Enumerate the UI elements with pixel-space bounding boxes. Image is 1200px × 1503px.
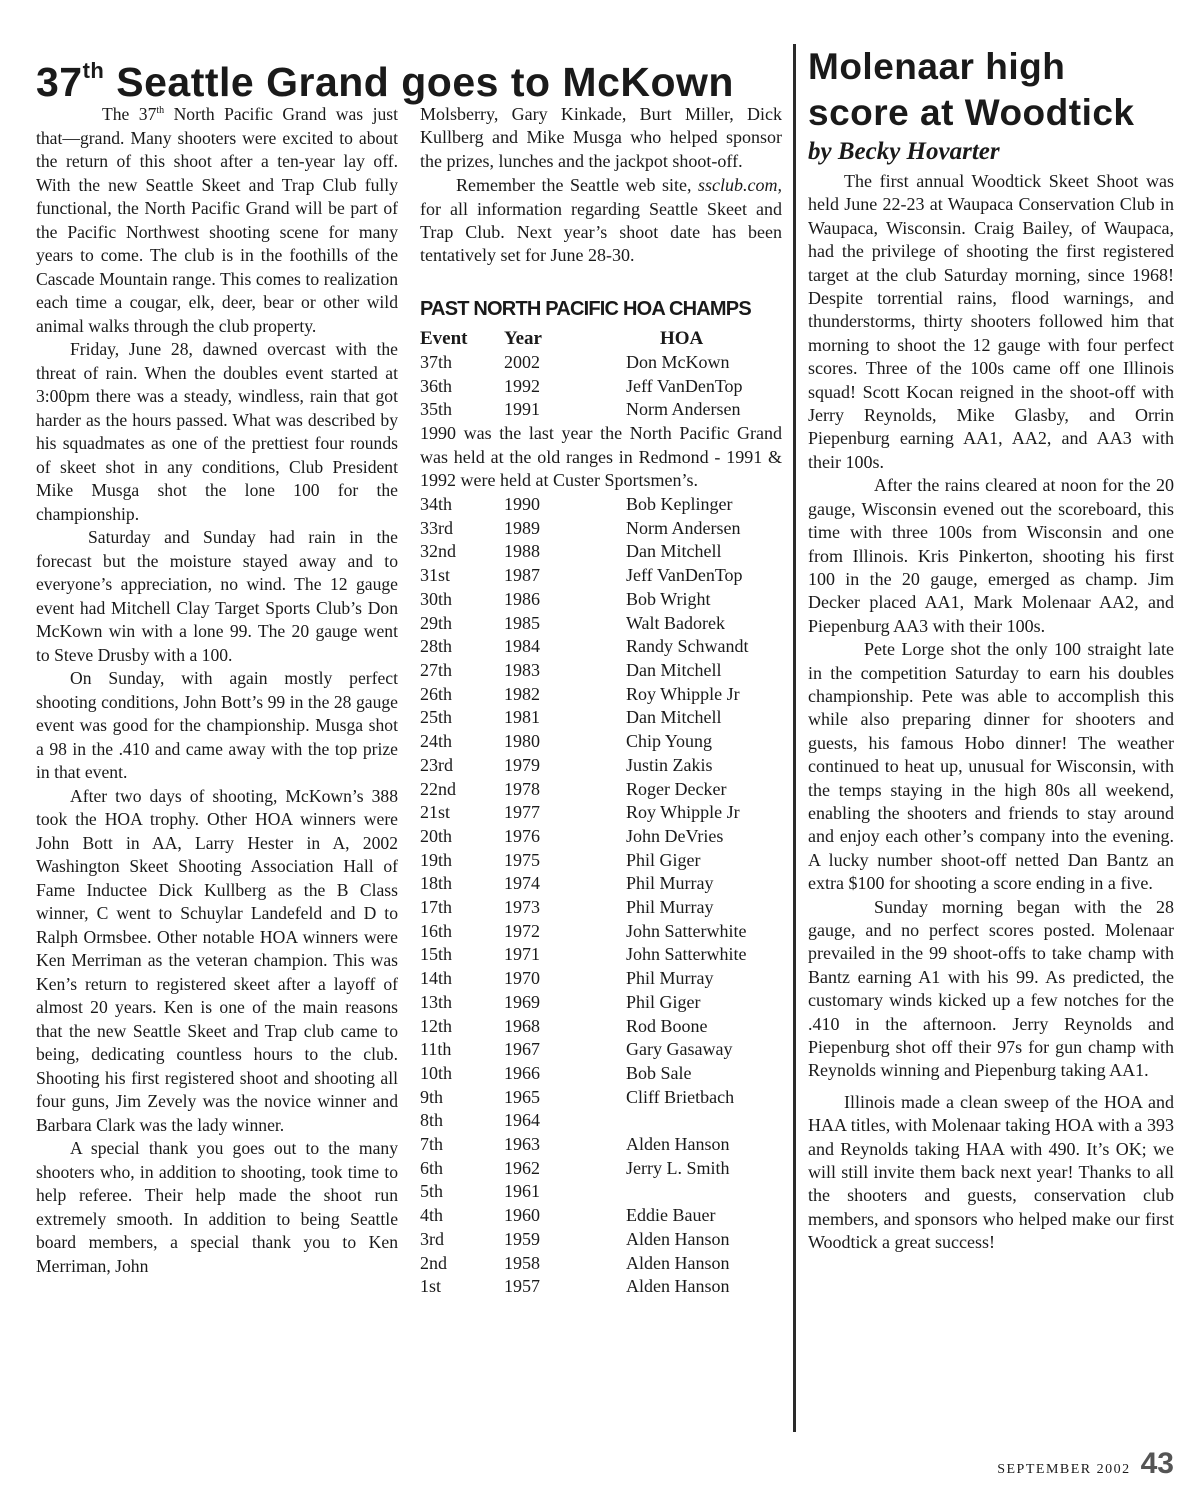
event-cell: 26th [420,683,453,704]
column-header-year: Year [504,327,542,349]
article-paragraph-6: A special thank you goes out to the many shooters who, in addition to shooting, took time to help referee. Their help made the shoot run extremely smooth. In addition to being Seattle board members, a special thank you to Ken Merriman, John [36,1138,398,1276]
champs-row [420,825,782,849]
sidebar-article [808,44,1174,1255]
year-cell: 1975 [504,849,540,870]
champs-row [420,540,782,564]
hoa-cell: John Satterwhite [626,944,747,965]
sidebar-headline: Molenaar high score at Woodtick [808,46,1135,133]
hoa-cell: Roy Whipple Jr [626,802,740,823]
event-cell: 17th [420,897,453,918]
hoa-cell: Roy Whipple Jr [626,683,740,704]
year-cell: 1991 [504,399,540,420]
hoa-cell: Cliff Brietbach [626,1086,735,1107]
year-cell: 1964 [504,1110,540,1131]
champs-row [420,1086,782,1110]
year-cell: 1984 [504,636,540,657]
year-cell: 1971 [504,944,540,965]
event-cell: 6th [420,1157,444,1178]
event-cell: 18th [420,873,453,894]
event-cell: 11th [420,1039,452,1060]
year-cell: 1967 [504,1039,540,1060]
year-cell: 1958 [504,1252,540,1273]
hoa-cell: Phil Giger [626,991,701,1012]
hoa-cell: John Satterwhite [626,920,747,941]
champs-row [420,493,782,517]
hoa-cell: Jerry L. Smith [626,1157,730,1178]
event-cell: 33rd [420,517,453,538]
year-cell: 1976 [504,825,540,846]
hoa-cell: Jeff VanDenTop [626,375,743,396]
champs-header-row [420,327,782,351]
event-cell: 31st [420,565,451,586]
event-cell: 13th [420,991,453,1012]
event-cell: 34th [420,494,453,515]
hoa-cell: Eddie Bauer [626,1205,716,1226]
year-cell: 1968 [504,1015,540,1036]
event-cell: 15th [420,944,453,965]
event-cell: 22nd [420,778,456,799]
event-cell: 28th [420,636,453,657]
sidebar-paragraph-3: Pete Lorge shot the only 100 straight late in the competition Saturday to earn his doubles championship. Pete was able to accomplish this while also preparing dinner for shooters and guests, his famous Hobo dinner! The weather continued to heat up, unusual for Wisconsin, with the temps staying in the high 80s all weekend, enabling the shooters and friends to stay around and enjoy each other’s company into the evening. A lucky number shoot-off netted Dan Bantz an extra $100 for shooting a score ending in a five. [808,639,1174,894]
year-cell: 1963 [504,1134,540,1155]
champs-row [420,375,782,399]
article-paragraph-5: After two days of shooting, McKown’s 388 took the HOA trophy. Other HOA winners were John Bott in AA, Larry Hester in A, 2002 Washington Skeet Shooting Association Hall of Fame Inductee Dick Kullberg as the B Class winner, C went to Schuylar Landefeld and D to Ralph Ormsbee. Other notable HOA winners were Ken Merriman as the veteran champion. This was Ken’s return to registered skeet after a layoff of almost 20 years. Ken is one of the main reasons that the new Seattle Skeet and Trap club came to being, dedicating countless hours to the club. Shooting his first registered shoot and shooting all four guns, Jim Zevely was the novice winner and Barbara Clark was the lady winner. [36,785,398,1135]
hoa-cell: Chip Young [626,731,713,752]
hoa-cell: Alden Hanson [626,1276,730,1297]
champs-row [420,1252,782,1276]
column-header-hoa: HOA [660,327,704,349]
year-cell: 1981 [504,707,540,728]
event-cell: 19th [420,849,453,870]
year-cell: 1990 [504,494,540,515]
champs-row [420,778,782,802]
event-cell: 25th [420,707,453,728]
sidebar-paragraph-4: Sunday morning began with the 28 gauge, and no perfect scores posted. Molenaar prevailed in the 99 shoot-offs to take champ with Bantz earning A1 with his 99. As predicted, the customary winds kicked up a few notches for the .410 in the afternoon. Jerry Reynolds and Piepenburg shot off their 97s for gun champ with Reynolds winning and Piepenburg taking AA1. [808,896,1174,1081]
event-cell: 30th [420,588,453,609]
hoa-cell: Phil Murray [626,873,714,894]
champs-row [420,1228,782,1252]
year-cell: 1966 [504,1062,540,1083]
article-headline: 37th Seattle Grand goes to McKown [36,58,734,105]
champs-row [420,517,782,541]
year-cell: 1962 [504,1157,540,1178]
event-cell: 21st [420,802,451,823]
year-cell: 1961 [504,1181,540,1202]
champs-row [420,588,782,612]
event-cell: 24th [420,731,453,752]
hoa-cell: Phil Murray [626,968,714,989]
hoa-cell: Alden Hanson [626,1228,730,1249]
champs-row [420,943,782,967]
hoa-cell: Norm Andersen [626,399,741,420]
champs-row [420,612,782,636]
champs-row [420,1180,782,1204]
hoa-cell: Bob Keplinger [626,494,733,515]
champs-row [420,683,782,707]
hoa-cell: Dan Mitchell [626,659,722,680]
hoa-cell [614,1109,782,1133]
hoa-cell: Dan Mitchell [626,541,722,562]
champs-row [420,1133,782,1157]
hoa-cell: Alden Hanson [626,1134,730,1155]
column-divider [793,44,796,1432]
event-cell: 1st [420,1276,442,1297]
champs-row [420,967,782,991]
year-cell: 1989 [504,517,540,538]
champs-row [420,849,782,873]
hoa-cell: Jeff VanDenTop [626,565,743,586]
hoa-cell: Randy Schwandt [626,636,749,657]
year-cell: 1983 [504,659,540,680]
champs-row [420,1275,782,1299]
event-cell: 20th [420,825,453,846]
article-column-1 [36,103,398,1278]
column-header-event: Event [420,327,468,349]
year-cell: 1974 [504,873,540,894]
event-cell: 37th [420,351,453,372]
champs-row [420,896,782,920]
sidebar-paragraph-2: After the rains cleared at noon for the 20 gauge, Wisconsin evened out the scoreboard, this time with three 100s from Wisconsin and one from Illinois. Kris Pinkerton, shooting his first 100 in the 20 gauge, emerged as champ. Jim Decker placed AA1, Mark Molenaar AA2, and Piepenburg AA3 with their 100s. [808,475,1174,636]
hoa-cell: Dan Mitchell [626,707,722,728]
hoa-cell: Phil Murray [626,897,714,918]
article-paragraph-7: Molsberry, Gary Kinkade, Burt Miller, Dick Kullberg and Mike Musga who helped sponsor the prizes, lunches and the jackpot shoot-off. [420,104,782,171]
event-cell: 12th [420,1015,453,1036]
champs-title: PAST NORTH PACIFIC HOA CHAMPS [420,297,751,320]
hoa-cell: Norm Andersen [626,517,741,538]
hoa-cell: Justin Zakis [626,754,713,775]
hoa-cell: Bob Wright [626,588,711,609]
champs-row [420,991,782,1015]
year-cell: 1978 [504,778,540,799]
hoa-cell: Walt Badorek [626,612,726,633]
event-cell: 5th [420,1181,444,1202]
champs-row [420,1038,782,1062]
champs-row [420,920,782,944]
year-cell: 1960 [504,1205,540,1226]
sidebar-paragraph-1: The first annual Woodtick Skeet Shoot was held June 22-23 at Waupaca Conservation Club in Waupaca, Wisconsin. Craig Bailey, of Waupaca, had the privilege of shooting the first registered target at the club Saturday morning, since 1968! Despite torrential rains, flood warnings, and thunderstorms, thirty shooters followed him that morning to shoot the 12 gauge with four perfect scores. Three of the 100s came off one Illinois squad! Scott Kocan reigned in the shoot-off with Jerry Reynolds, Mike Glasby, and Orrin Piepenburg earning AA1, AA2, and AA3 with their 100s. [808,171,1174,472]
year-cell: 1986 [504,588,540,609]
champs-row [420,1204,782,1228]
event-cell: 3rd [420,1228,444,1249]
champs-table-top [420,327,782,422]
page-footer [997,1447,1174,1481]
event-cell: 9th [420,1086,444,1107]
hoa-cell: Bob Sale [626,1062,692,1083]
year-cell: 1970 [504,968,540,989]
year-cell: 1992 [504,375,540,396]
champs-row [420,635,782,659]
hoa-cell: Rod Boone [626,1015,708,1036]
hoa-cell: Alden Hanson [626,1252,730,1273]
champs-table [420,493,782,1299]
article-paragraph-2: Friday, June 28, dawned overcast with the threat of rain. When the doubles event started at 3:00pm there was a steady, windless, rain that got harder as the hours passed. What was described by his squadmates as one of the prettiest four rounds of skeet shot in any conditions, Club President Mike Musga shot the lone 100 for the championship. [36,339,398,524]
champs-row [420,1109,782,1133]
hoa-cell: John DeVries [626,825,724,846]
event-cell: 2nd [420,1252,447,1273]
event-cell: 36th [420,375,453,396]
champs-row [420,872,782,896]
champs-row [420,398,782,422]
champs-row [420,1157,782,1181]
year-cell: 1979 [504,754,540,775]
year-cell: 1969 [504,991,540,1012]
event-cell: 35th [420,399,453,420]
footer-issue-date: SEPTEMBER 2002 [997,1462,1131,1477]
event-cell: 32nd [420,541,456,562]
article-column-2 [420,103,782,1299]
event-cell: 29th [420,612,453,633]
hoa-cell: Don McKown [626,351,730,372]
year-cell: 1982 [504,683,540,704]
year-cell: 1987 [504,565,540,586]
page-number: 43 [1140,1447,1174,1480]
event-cell: 16th [420,920,453,941]
year-cell: 1985 [504,612,540,633]
event-cell: 4th [420,1205,444,1226]
champs-row [420,1062,782,1086]
sidebar-paragraph-5: Illinois made a clean sweep of the HOA and HAA titles, with Molenaar taking HOA with a 393 and Reynolds taking HAA with 490. It’s OK; we will still invite them back next year! Thanks to all the shooters and guests, conservation club members, and sponsors who helped make our first Woodtick a great success! [808,1091,1174,1253]
year-cell: 1972 [504,920,540,941]
year-cell: 1959 [504,1228,540,1249]
year-cell: 1980 [504,731,540,752]
hoa-cell: Phil Giger [626,849,701,870]
event-cell: 10th [420,1062,453,1083]
champs-row [420,801,782,825]
year-cell: 1988 [504,541,540,562]
article-paragraph-4: On Sunday, with again mostly perfect shooting conditions, John Bott’s 99 in the 28 gauge event was good for the championship. Musga shot a 98 in the .410 and came away with the top prize in that event. [36,668,398,782]
event-cell: 8th [420,1110,444,1131]
event-cell: 14th [420,968,453,989]
champs-row [420,754,782,778]
article-paragraph-1: The 37th North Pacific Grand was just that—grand. Many shooters were excited to about the return of this shoot after a ten-year lay off. With the new Seattle Skeet and Trap Club fully functional, the North Pacific Grand will be part of the Pacific Northwest shooting scene for many years to come. The club is in the foothills of the Cascade Mountain range. This comes to realization each time a cougar, elk, deer, bear or other wild animal walks through the club property. [36,104,398,336]
champs-row [420,1015,782,1039]
byline: by Becky Hovarter [808,138,1000,165]
event-cell: 27th [420,659,453,680]
champs-row [420,730,782,754]
year-cell: 1973 [504,897,540,918]
website-link[interactable]: ssclub.com, [698,175,782,196]
hoa-cell [614,1180,782,1204]
year-cell: 1957 [504,1276,540,1297]
article-paragraph-3: Saturday and Sunday had rain in the forecast but the moisture stayed away and to everyone’s appreciation, no wind. The 12 gauge event had Mitchell Clay Target Sports Club’s Don McKown win with a lone 99. The 20 gauge went to Steve Drusby with a 100. [36,527,398,665]
year-cell: 1977 [504,802,540,823]
year-cell: 1965 [504,1086,540,1107]
champs-row [420,351,782,375]
event-cell: 23rd [420,754,453,775]
champs-row [420,706,782,730]
hoa-cell: Roger Decker [626,778,727,799]
hoa-cell: Gary Gasaway [626,1039,733,1060]
article-paragraph-8: Remember the Seattle web site, ssclub.com, for all information regarding Seattle Skeet and Trap Club. Next year’s shoot date has been tentatively set for June 28-30. [420,175,782,266]
champs-row [420,564,782,588]
event-cell: 7th [420,1134,444,1155]
champs-note: 1990 was the last year the North Pacific Grand was held at the old ranges in Redmond - 1991 & 1992 were held at Custer Sportsmen’s. [420,422,782,491]
year-cell: 2002 [504,351,540,372]
champs-row [420,659,782,683]
